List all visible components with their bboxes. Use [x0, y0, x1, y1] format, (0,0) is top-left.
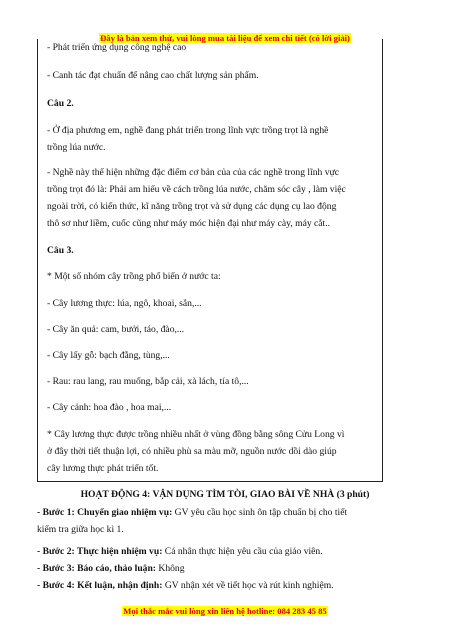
activity-title: HOẠT ĐỘNG 4: VẬN DỤNG TÌM TÒI, GIAO BÀI VỀ NHÀ (3 phút) — [80, 489, 370, 500]
step-label: - Bước 1: Chuyển giao nhiệm vụ: — [37, 507, 173, 518]
box-line: - Cây lương thực: lúa, ngô, khoai, sắn,... — [47, 298, 202, 309]
box-line: thô sơ như liềm, cuốc cũng như máy móc hiện đại như máy cày, máy cắt.. — [47, 218, 331, 229]
step-line — [37, 506, 347, 519]
question-heading: Câu 2. — [47, 98, 74, 109]
box-line: trồng trọt đó là: Phải am hiểu về cách trồng lúa nước, chăm sóc cây , làm việc — [47, 184, 346, 195]
box-line: - Ở địa phương em, nghề đang phát triển trong lĩnh vực trồng trọt là nghề — [47, 125, 329, 136]
box-line: - Cây lấy gỗ: bạch đằng, tùng,... — [47, 350, 170, 361]
step-text: Cá nhân thực hiện yêu cầu của giáo viên. — [162, 546, 323, 557]
box-line: trồng lúa nước. — [47, 142, 106, 153]
step-line — [37, 562, 185, 575]
step-line — [37, 579, 334, 592]
box-line: cây lương thực phát triển tốt. — [47, 463, 159, 474]
box-line: ở đây thời tiết thuận lợi, có nhiều phù sa màu mỡ, nguồn nước dồi dào giúp — [47, 446, 337, 457]
step-text: Không — [156, 563, 185, 574]
step-line — [37, 523, 124, 536]
step-line — [37, 545, 323, 558]
box-line: ngoài trời, có kiến thức, kĩ năng trồng trọt và sử dụng các dụng cụ lao động — [47, 201, 337, 212]
answer-box — [37, 39, 383, 482]
step-text: kiểm tra giữa học kì 1. — [37, 524, 124, 535]
step-label: - Bước 2: Thực hiện nhiệm vụ: — [37, 546, 163, 557]
step-text: GV nhận xét về tiết học và rút kinh nghiệm. — [162, 580, 334, 591]
box-line: * Một số nhóm cây trồng phổ biến ở nước ta: — [47, 271, 221, 282]
box-line: - Cây ăn quả: cam, bưởi, táo, đào,... — [47, 324, 185, 335]
step-text: GV yêu cầu học sinh ôn tập chuẩn bị cho tiết — [172, 507, 348, 518]
footer-notice: Mọi thắc mắc vui lòng xin liên hệ hotline: 084 283 45 85 — [123, 606, 327, 616]
box-line: - Nghề này thể hiện những đặc điểm cơ bản của của các nghề trong lĩnh vực — [47, 167, 339, 178]
box-line: - Rau: rau lang, rau muống, bắp cải, xà lách, tía tô,... — [47, 376, 249, 387]
box-line: * Cây lương thực được trồng nhiều nhất ở vùng đồng bằng sông Cửu Long vì — [47, 429, 345, 440]
header-notice: Đây là bản xem thử, vui lòng mua tài liệu để xem chi tiết (có lời giải) — [100, 33, 350, 43]
step-label: - Bước 4: Kết luận, nhận định: — [37, 580, 163, 591]
box-line: - Phát triển ứng dụng công nghệ cao — [47, 42, 187, 53]
box-line: - Canh tác đạt chuẩn để nâng cao chất lượng sản phẩm. — [47, 70, 259, 81]
question-heading: Câu 3. — [47, 245, 74, 256]
step-label: - Bước 3: Báo cáo, thảo luận: — [37, 563, 156, 574]
box-line: - Cây cảnh: hoa đào , hoa mai,... — [47, 402, 172, 413]
